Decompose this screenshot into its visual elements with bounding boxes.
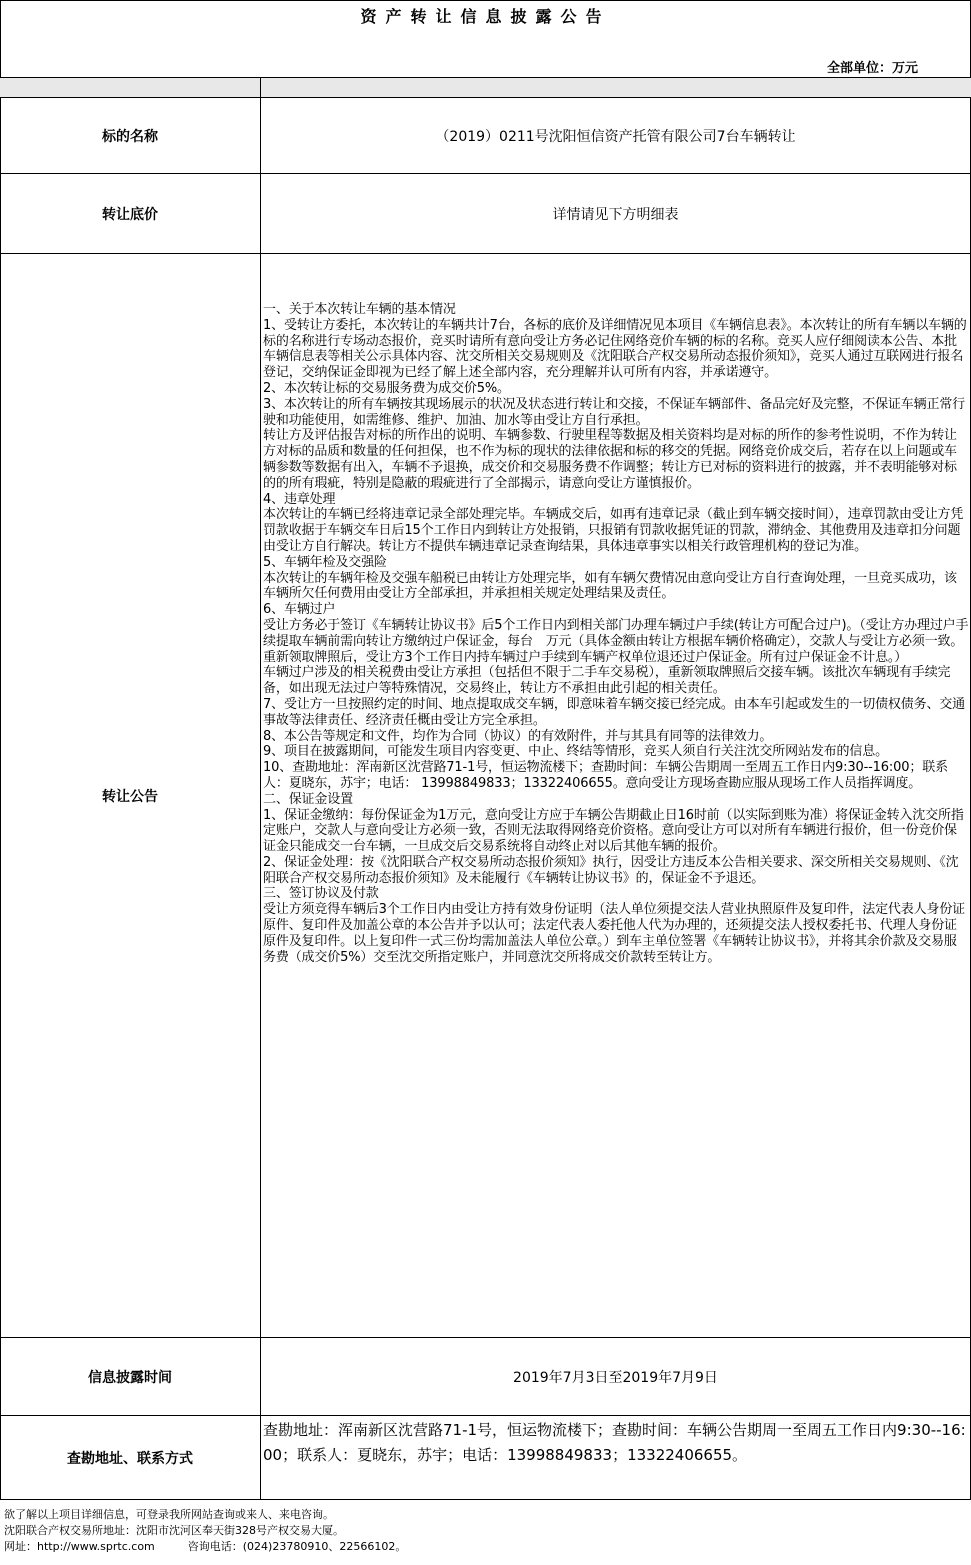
notice-paragraph: 5、车辆年检及交强险 xyxy=(263,554,387,570)
contact-label: 查勘地址、联系方式 xyxy=(67,1450,193,1467)
notice-paragraph: 6、车辆过户 xyxy=(263,602,336,618)
header-band xyxy=(0,77,971,97)
price-label: 转让底价 xyxy=(102,206,158,223)
unit-note: 全部单位：万元 xyxy=(826,61,918,76)
time-value: 2019年7月3日至2019年7月9日 xyxy=(513,1369,718,1386)
page-title: 资产转让信息披露公告 xyxy=(360,7,611,26)
notice-paragraph: 受让方须竞得车辆后3个工作日内由受让方持有效身份证明（法人单位须提交法人营业执照原件及复印件，法定代表人身份证原件、复印件及加盖公章的本公告并予以认可；法定代表人委托他人代为办理的，还须提交法人授权委托书、代理人身份证原件及复印件。以上复印件一式三份均需加盖法人单位公章。）到车主单位签署《车辆转让协议书》，并将其余价款及交易服务费（成交价5%）交至沈交所指定账户，并同意沈交所将成交价款转至转让方。 xyxy=(263,902,966,965)
notice-body xyxy=(263,302,969,965)
column-divider xyxy=(260,77,261,1500)
notice-paragraph: 4、违章处理 xyxy=(263,491,336,507)
divider xyxy=(0,1499,971,1500)
footer-line-contact: 网址：http://www.sprtc.com 咨询电话：(024)23780910、22566102。 xyxy=(4,1540,407,1553)
notice-paragraph: 3、本次转让的所有车辆按其现场展示的状况及状态进行转让和交接，不保证车辆部件、备品完好及完整，不保证车辆正常行驶和功能使用，如需维修、维护、加油、加水等由受让方自行承担。 xyxy=(263,396,966,428)
notice-paragraph: 车辆过户涉及的相关税费由受让方承担（包括但不限于二手车交易税），重新领取牌照后交接车辆。该批次车辆现有手续完备，如出现无法过户等特殊情况，交易终止，转让方不承担由此引起的相关责任。 xyxy=(263,665,951,697)
notice-paragraph: 9、项目在披露期间，可能发生项目内容变更、中止、终结等情形，竞买人须自行关注沈交所网站发布的信息。 xyxy=(263,744,888,760)
notice-paragraph: 10、查勘地址：浑南新区沈营路71-1号，恒运物流楼下；查勘时间：车辆公告期周一至周五工作日内9:30--16:00；联系人：夏晓东，苏宇；电话： 13998849833；13322406655。意向受让方现场查勘应服从现场工作人员指挥调度。 xyxy=(263,760,948,791)
frame-top xyxy=(0,0,971,1)
notice-paragraph: 1、保证金缴纳：每份保证金为1万元，意向受让方应于车辆公告期截止日16时前（以实际到账为准）将保证金转入沈交所指定账户，交款人与意向受让方必须一致，否则无法取得网络竞价资格。意向受让方可以对所有车辆进行报价，但一份竞价保证金只能成交一台车辆，一旦成交后交易系统将自动终止对以后其他车辆的报价。 xyxy=(263,807,964,855)
contact-value: 查勘地址：浑南新区沈营路71-1号，恒运物流楼下；查勘时间：车辆公告期周一至周五工作日内9:30--16:00；联系人：夏晓东，苏宇；电话：13998849833；13322406655。 xyxy=(263,1421,966,1464)
footer-line-address: 沈阳联合产权交易所地址：沈阳市沈河区奉天街328号产权交易大厦。 xyxy=(4,1524,344,1537)
price-value: 详情请见下方明细表 xyxy=(552,206,679,223)
notice-paragraph: 7、受让方一旦按照约定的时间、地点提取成交车辆，即意味着车辆交接已经完成。由本车引起或发生的一切债权债务、交通事故等法律责任、经济责任概由受让方完全承担。 xyxy=(263,696,966,728)
notice-paragraph: 转让方及评估报告对标的所作出的说明、车辆参数、行驶里程等数据及相关资料均是对标的所作的参考性说明，不作为转让方对标的品质和数量的任何担保，也不作为标的现状的法律依据和标的移交的凭据。网络竞价成交后，若存在以上问题或车辆参数等数据有出入，车辆不予退换，成交价和交易服务费不作调整；转让方已对标的资料进行的披露，并不表明能够对标的的所有瑕疵，特别是隐蔽的瑕疵进行了全部揭示，请意向受让方谨慎报价。 xyxy=(263,428,957,491)
notice-paragraph: 一、关于本次转让车辆的基本情况 xyxy=(263,302,456,317)
notice-paragraph: 三、签订协议及付款 xyxy=(263,886,379,902)
notice-paragraph: 1、受转让方委托，本次转让的车辆共计7台，各标的底价及详细情况见本项目《车辆信息表》。本次转让的所有车辆以车辆的标的名称进行专场动态报价，竞买时请所有意向受让方务必记住网络竞价车辆的标的名称。竞买人应仔细阅读本公告、本批车辆信息表等相关公示具体内容、沈交所相关交易规则及《沈阳联合产权交易所动态报价须知》，竞买人通过互联网进行报名登记，交纳保证金即视为已经了解上述全部内容，充分理解并认可所有内容，并承诺遵守。 xyxy=(263,317,967,381)
subject-value: （2019）0211号沈阳恒信资产托管有限公司7台车辆转让 xyxy=(435,128,796,145)
notice-label: 转让公告 xyxy=(102,788,158,805)
notice-paragraph: 2、保证金处理：按《沈阳联合产权交易所动态报价须知》执行，因受让方违反本公告相关要求、深交所相关交易规则、《沈阳联合产权交易所动态报价须知》及未能履行《车辆转让协议书》的，保证金不予退还。 xyxy=(263,854,959,886)
notice-paragraph: 本次转让的车辆年检及交强车船税已由转让方处理完毕，如有车辆欠费情况由意向受让方自行查询处理，一旦竞买成功，该车辆所欠任何费用由受让方全部承担，并承担相关规定处理结果及责任。 xyxy=(263,570,957,602)
notice-paragraph: 8、本公告等规定和文件，均作为合同（协议）的有效附件，并与其具有同等的法律效力。 xyxy=(263,728,773,744)
footer-line-info: 欲了解以上项目详细信息，可登录我所网站查询或来人、来电咨询。 xyxy=(4,1508,334,1521)
subject-label: 标的名称 xyxy=(102,128,158,145)
notice-paragraph: 本次转让的车辆已经将违章记录全部处理完毕。车辆成交后，如再有违章记录（截止到车辆交接时间），违章罚款由受让方凭罚款收据于车辆交车日后15个工作日内到转让方处报销，只报销有罚款收据凭证的罚款，滞纳金、其他费用及违章扣分问题由受让方自行解决。转让方不提供车辆违章记录查询结果，具体违章事实以相关行政管理机构的登记为准。 xyxy=(263,507,964,554)
notice-paragraph: 受让方务必于签订《车辆转让协议书》后5个工作日内到相关部门办理车辆过户手续(转让方可配合过户)。（受让方办理过户手续提取车辆前需向转让方缴纳过户保证金，每台 万元（具体金额由转让方根据车辆价格确定），交款人与受让方必须一致。重新领取牌照后，受让方3个工作日内持车辆过户手续到车辆产权单位退还过户保证金。所有过户保证金不计息。） xyxy=(263,617,969,665)
notice-paragraph: 2、本次转让标的交易服务费为成交价5%。 xyxy=(263,380,510,396)
notice-paragraph: 二、保证金设置 xyxy=(263,791,353,807)
time-label: 信息披露时间 xyxy=(88,1369,172,1386)
